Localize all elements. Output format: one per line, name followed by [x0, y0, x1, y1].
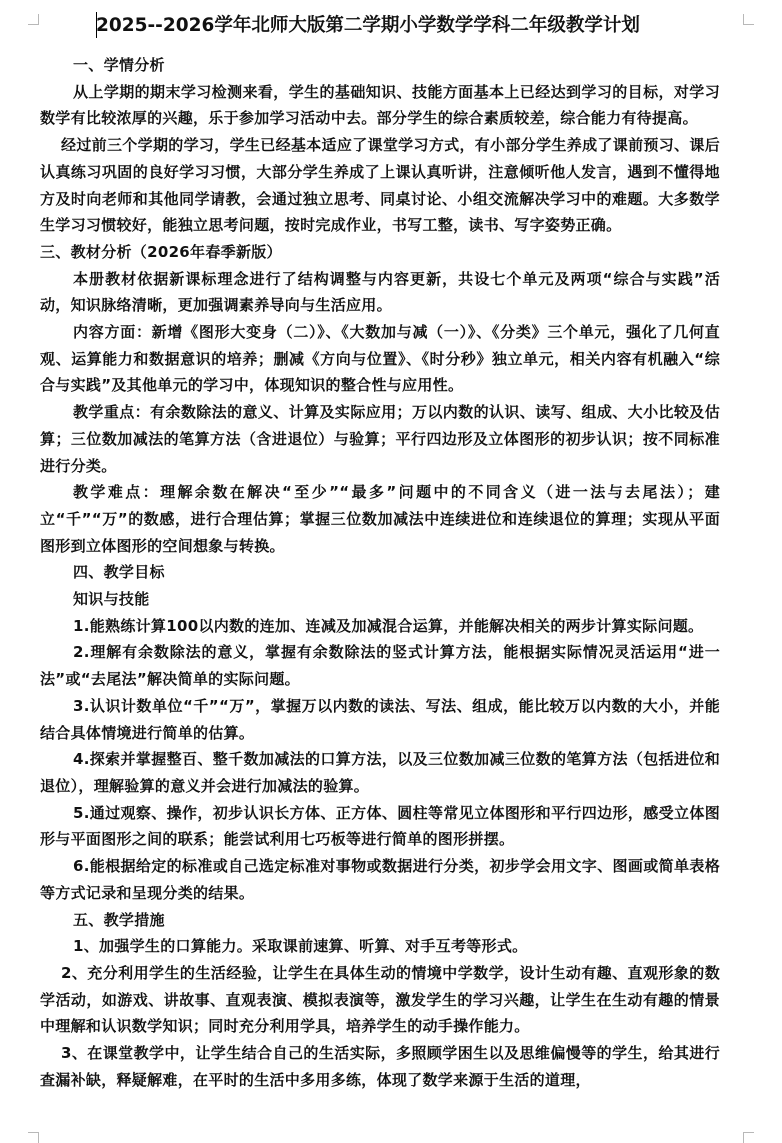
crop-mark-bottom-left	[28, 1132, 39, 1143]
subheading-knowledge-skills: 知识与技能	[73, 590, 150, 609]
section-heading-teaching-goals: 四、教学目标	[73, 563, 165, 582]
goal-item: 6.能根据给定的标准或自己选定标准对事物或数据进行分类，初步学会用文字、图画或简单表格等方式记录和呈现分类的结果。	[40, 857, 720, 902]
document-title[interactable]: 2025--2026学年北师大版第二学期小学数学学科二年级教学计划	[96, 15, 640, 36]
crop-mark-bottom-right	[743, 1132, 754, 1143]
paragraph: 内容方面：新增《图形大变身（二）》、《大数加与减（一）》、《分类》三个单元，强化了几何直观、运算能力和数据意识的培养；删减《方向与位置》、《时分秒》独立单元，相关内容有机融入“综合与实践”及其他单元的学习中，体现知识的整合性与应用性。	[40, 323, 720, 395]
goal-item: 2.理解有余数除法的意义，掌握有余数除法的竖式计算方法，能根据实际情况灵活运用“进一法”或“去尾法”解决简单的实际问题。	[40, 643, 720, 689]
goal-item: 5.通过观察、操作，初步认识长方体、正方体、圆柱等常见立体图形和平行四边形，感受立体图形与平面图形之间的联系；能尝试利用七巧板等进行简单的图形拼摆。	[40, 803, 720, 849]
section-heading-textbook-analysis: 三、教材分析（2026年春季新版）	[40, 242, 282, 261]
crop-mark-top-right	[743, 14, 754, 25]
goal-item: 3.认识计数单位“千”“万”，掌握万以内数的读法、写法、组成，能比较万以内数的大小，并能结合具体情境进行简单的估算。	[40, 696, 720, 742]
goal-item: 4.探索并掌握整百、整千数加减法的口算方法，以及三位数加减三位数的笔算方法（包括进位和退位），理解验算的意义并会进行加减法的验算。	[40, 750, 720, 795]
section-heading-teaching-measures: 五、教学措施	[73, 910, 165, 929]
paragraph: 本册教材依据新课标理念进行了结构调整与内容更新，共设七个单元及两项“综合与实践”活动，知识脉络清晰，更加强调素养导向与生活应用。	[40, 269, 720, 315]
paragraph: 教学重点：有余数除法的意义、计算及实际应用；万以内数的认识、读写、组成、大小比较及估算；三位数加减法的笔算方法（含进退位）与验算；平行四边形及立体图形的初步认识；按不同标准进行分类。	[40, 403, 720, 475]
measure-item: 2、充分利用学生的生活经验，让学生在具体生动的情境中学数学，设计生动有趣、直观形象的数学活动，如游戏、讲故事、直观表演、模拟表演等，激发学生的学习兴趣，让学生在生动有趣的情景中理解和认识数学知识；同时充分利用学具，培养学生的动手操作能力。	[40, 963, 720, 1036]
goal-item: 1.能熟练计算100以内数的连加、连减及加减混合运算，并能解决相关的两步计算实际问题。	[73, 616, 704, 635]
measure-item: 3、在课堂教学中，让学生结合自己的生活实际，多照顾学困生以及思维偏慢等的学生，给其进行查漏补缺，释疑解难，在平时的生活中多用多练，体现了数学来源于生活的道理，	[40, 1044, 720, 1089]
document-body[interactable]	[40, 52, 720, 1093]
paragraph: 经过前三个学期的学习，学生已经基本适应了课堂学习方式，有小部分学生养成了课前预习、课后认真练习巩固的良好学习习惯，大部分学生养成了上课认真听讲，注意倾听他人发言，遇到不懂得地方及时向老师和其他同学请教，会通过独立思考、同桌讨论、小组交流解决学习中的难题。大多数学生学习习惯较好，能独立思考问题，按时完成作业，书写工整，读书、写字姿势正确。	[40, 136, 720, 235]
crop-mark-top-left	[28, 14, 39, 25]
measure-item: 1、加强学生的口算能力。采取课前速算、听算、对手互考等形式。	[73, 937, 528, 956]
paragraph: 从上学期的期末学习检测来看，学生的基础知识、技能方面基本上已经达到学习的目标，对学习数学有比较浓厚的兴趣，乐于参加学习活动中去。部分学生的综合素质较差，综合能力有待提高。	[40, 82, 720, 128]
section-heading-student-analysis: 一、学情分析	[73, 56, 165, 74]
paragraph: 教学难点：理解余数在解决“至少”“最多”问题中的不同含义（进一法与去尾法）；建立“千”“万”的数感，进行合理估算；掌握三位数加减法中连续进位和连续退位的算理；实现从平面图形到立体图形的空间想象与转换。	[40, 483, 720, 555]
